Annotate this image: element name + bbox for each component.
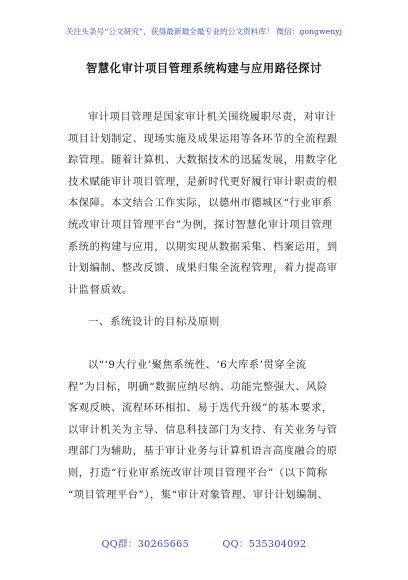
body-line: 程”为目标，明确“数据应纳尽纳、功能完整强大、风险 — [68, 381, 328, 393]
intro-line: 计划编制、整改反馈、成果归集全流程管理，着力提高审 — [68, 263, 338, 275]
intro-line: 系统的构建与应用，以期实现从数据采集、档案运用，到 — [68, 241, 338, 253]
body-line: 理部门为辅助，基于审计业务与计算机语言高度融合的原 — [68, 446, 338, 458]
intro-line: 技术赋能审计项目管理，是新时代更好履行审计职责的根 — [68, 176, 338, 188]
intro-line: 项目计划制定、现场实施及成果运用等各环节的全流程跟 — [68, 133, 338, 145]
footer-qq-contact: QQ群：30265665 QQ：535304092 — [101, 539, 307, 550]
document-title: 智慧化审计项目管理系统构建与应用路径探讨 — [86, 61, 322, 75]
body-line: 则，打造“行业审系统改审计项目管理平台”（以下简称 — [68, 467, 328, 479]
intro-paragraph — [68, 107, 344, 301]
body-line: 以审计机关为主导、信息科技部门为支持、有关业务与管 — [68, 424, 338, 436]
section-heading: 一、系统设计的目标及原则 — [88, 316, 220, 328]
intro-line: 审计项目管理是国家审计机关围绕履职尽责，对审计 — [88, 112, 337, 123]
body-line: 客观反映、流程环环相扣、易于迭代升级”的基本要求， — [68, 403, 333, 415]
section-paragraph — [68, 355, 344, 506]
intro-line: 计监督质效。 — [68, 284, 133, 296]
intro-line: 踪管理。随着计算机、大数据技术的迅猛发展，用数字化 — [68, 155, 338, 167]
header-promo-note: 关注头条号“公文研究”，获得最新最全最专业的公文资料库！ 微信：gongwenyj — [65, 27, 343, 36]
intro-line: 本保障。本文结合工作实际，以德州市德城区“行业审系 — [68, 198, 333, 210]
body-line: “项目管理平台”），集“审计对象管理、审计计划编制、 — [68, 489, 329, 501]
body-line: 以“‘9大行业’聚焦系统性、‘6大库系’贯穿全流 — [88, 360, 307, 371]
intro-line: 统改审计项目管理平台”为例，探讨智慧化审计项目管理 — [68, 219, 333, 231]
